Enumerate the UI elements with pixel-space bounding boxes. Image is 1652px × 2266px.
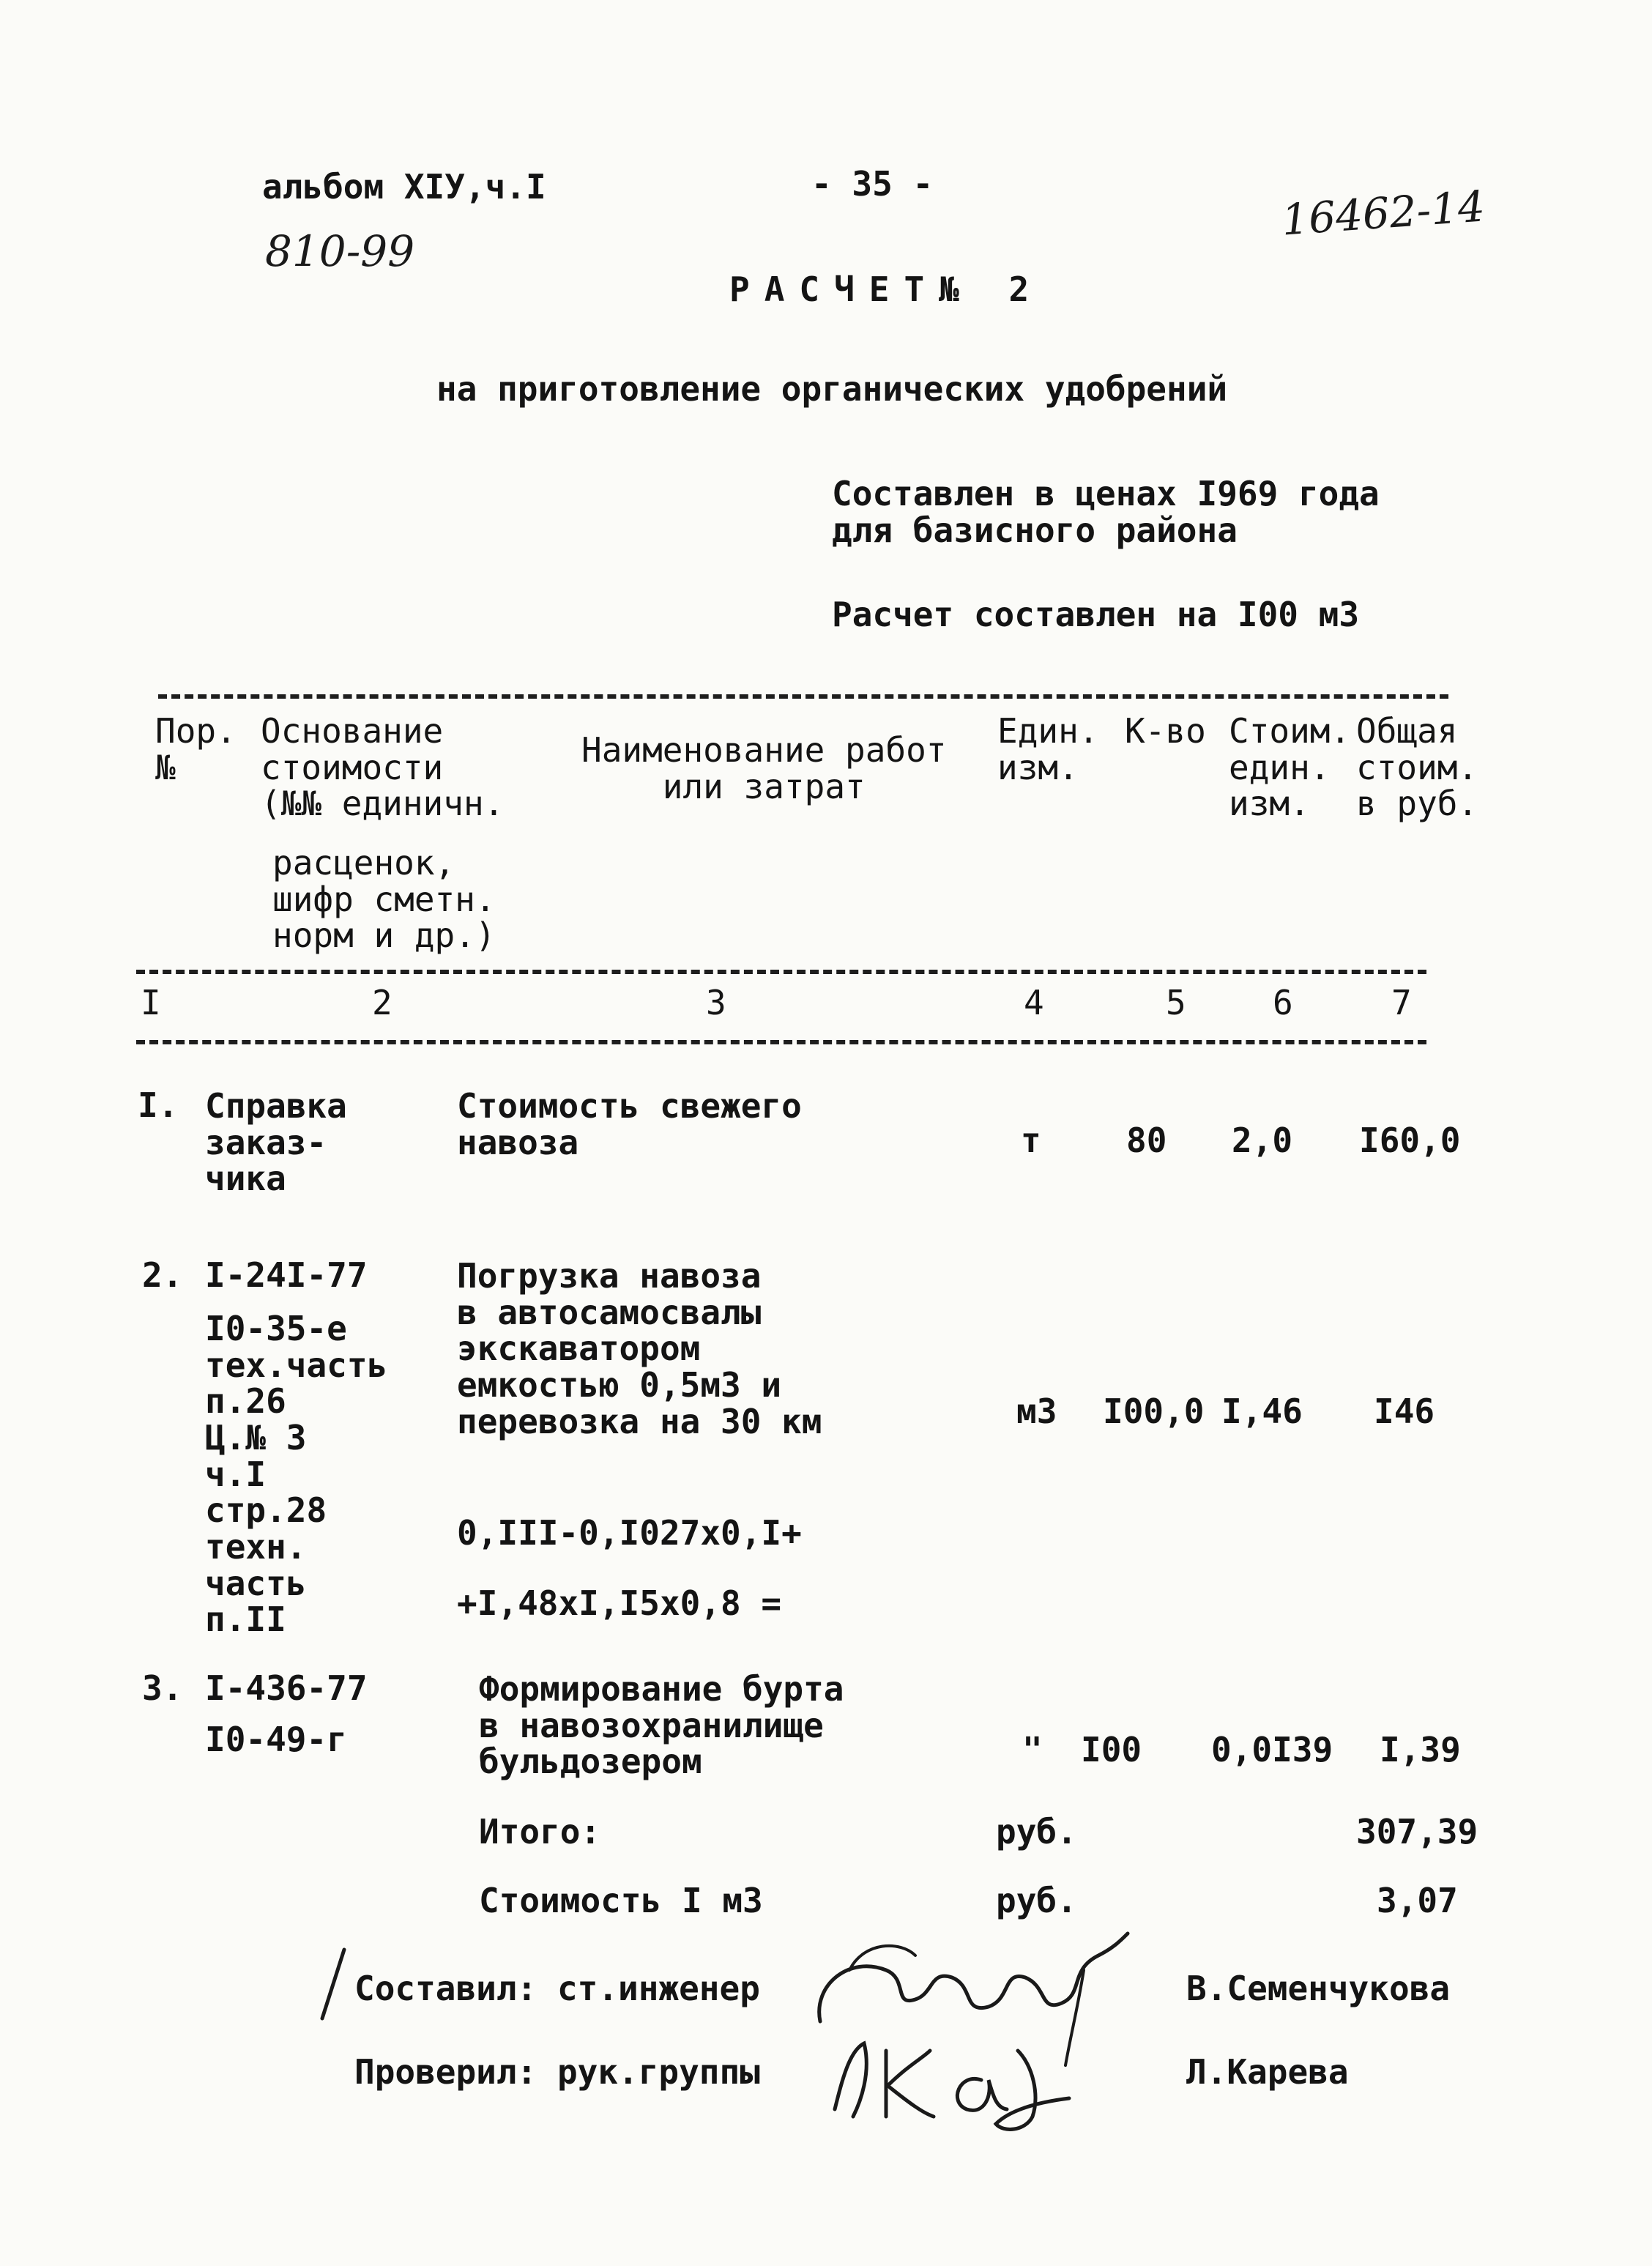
row2-formula-2: +I,48хI,I5х0,8 =: [457, 1583, 782, 1623]
row3-name: Формирование бурта в навозохранилище бульдозером: [479, 1669, 844, 1782]
header-top-rule: [158, 694, 1448, 699]
column-numbers-bottom-rule: [136, 1040, 1426, 1044]
row2-name: Погрузка навоза в автосамосвалы экскаватором емкостью 0,5м3 и перевозка на 30 км: [457, 1256, 822, 1441]
colnum-2: 2: [372, 983, 392, 1022]
album-label: альбом XIУ,ч.I: [262, 167, 546, 207]
row1-total: I60,0: [1359, 1121, 1461, 1160]
document-subtitle: на приготовление органических удобрений: [436, 369, 1228, 409]
row2-basis-first: I-24I-77: [205, 1255, 368, 1295]
unit-cost-label: Стоимость I м3: [479, 1881, 763, 1920]
colnum-5: 5: [1166, 983, 1186, 1022]
row3-total: I,39: [1380, 1730, 1461, 1769]
row2-cost: I,46: [1221, 1392, 1303, 1431]
header-unit: Един. изм.: [997, 711, 1099, 787]
page-number: - 35 -: [811, 164, 934, 204]
row1-name: Стоимость свежего навоза: [457, 1086, 802, 1162]
row3-basis-first: I-436-77: [205, 1668, 368, 1708]
checked-label: Проверил: рук.группы: [354, 2052, 760, 2092]
slash-mark: [315, 1945, 351, 2026]
row1-unit: т: [1021, 1121, 1041, 1160]
handwritten-signature-checked: [820, 2021, 1084, 2139]
row3-unit: ": [1022, 1730, 1043, 1769]
colnum-7: 7: [1391, 983, 1412, 1022]
handwritten-document-number: 16462-14: [1279, 181, 1487, 245]
handwritten-archive-number: 810-99: [265, 226, 415, 276]
colnum-4: 4: [1024, 983, 1044, 1022]
compiled-label: Составил: ст.инженер: [354, 1969, 760, 2008]
row2-basis: I0-35-е тех.часть п.26 Ц.№ 3 ч.I стр.28 техн. часть п.II: [205, 1309, 388, 1640]
header-qty: К-во: [1125, 711, 1206, 751]
document-title: РАСЧЕТ№ 2: [729, 270, 1044, 309]
row1-qty: 80: [1126, 1121, 1167, 1160]
row2-unit: м3: [1016, 1392, 1057, 1431]
colnum-6: 6: [1273, 983, 1293, 1022]
total-value: 307,39: [1356, 1812, 1478, 1851]
prices-note: Составлен в ценах I969 года для базисного района: [832, 474, 1380, 550]
row2-total: I46: [1374, 1392, 1435, 1431]
compiled-name: В.Семенчукова: [1186, 1969, 1451, 2008]
unit-cost-value: 3,07: [1377, 1881, 1458, 1920]
colnum-3: 3: [706, 983, 726, 1022]
header-name: Наименование работ или затрат: [581, 730, 947, 806]
row3-num: 3.: [142, 1668, 183, 1708]
row3-qty: I00: [1081, 1730, 1142, 1769]
header-cost: Стоим. един. изм.: [1229, 711, 1351, 824]
row1-cost: 2,0: [1232, 1121, 1293, 1160]
row2-qty: I00,0: [1103, 1392, 1205, 1431]
basis-note: Расчет составлен на I00 м3: [832, 595, 1360, 634]
row3-basis: I0-49-г: [205, 1720, 347, 1759]
row1-basis: Справка заказ- чика: [205, 1086, 347, 1199]
row3-cost: 0,0I39: [1211, 1730, 1333, 1769]
row2-num: 2.: [142, 1255, 183, 1295]
colnum-1: I: [141, 983, 161, 1022]
header-basis: Основание стоимости (№№ единичн.: [261, 711, 505, 824]
column-numbers-top-rule: [136, 970, 1426, 974]
unit-cost-unit: руб.: [996, 1881, 1077, 1920]
total-label: Итого:: [479, 1812, 601, 1851]
total-unit: руб.: [996, 1812, 1077, 1851]
row1-num: I.: [138, 1085, 179, 1125]
header-num: Пор. №: [155, 711, 237, 787]
header-total: Общая стоим. в руб.: [1356, 711, 1478, 824]
checked-name: Л.Карева: [1186, 2052, 1349, 2092]
row2-formula-1: 0,III-0,I027х0,I+: [457, 1513, 802, 1553]
header-basis-cont: расценок, шифр сметн. норм и др.): [272, 843, 496, 956]
